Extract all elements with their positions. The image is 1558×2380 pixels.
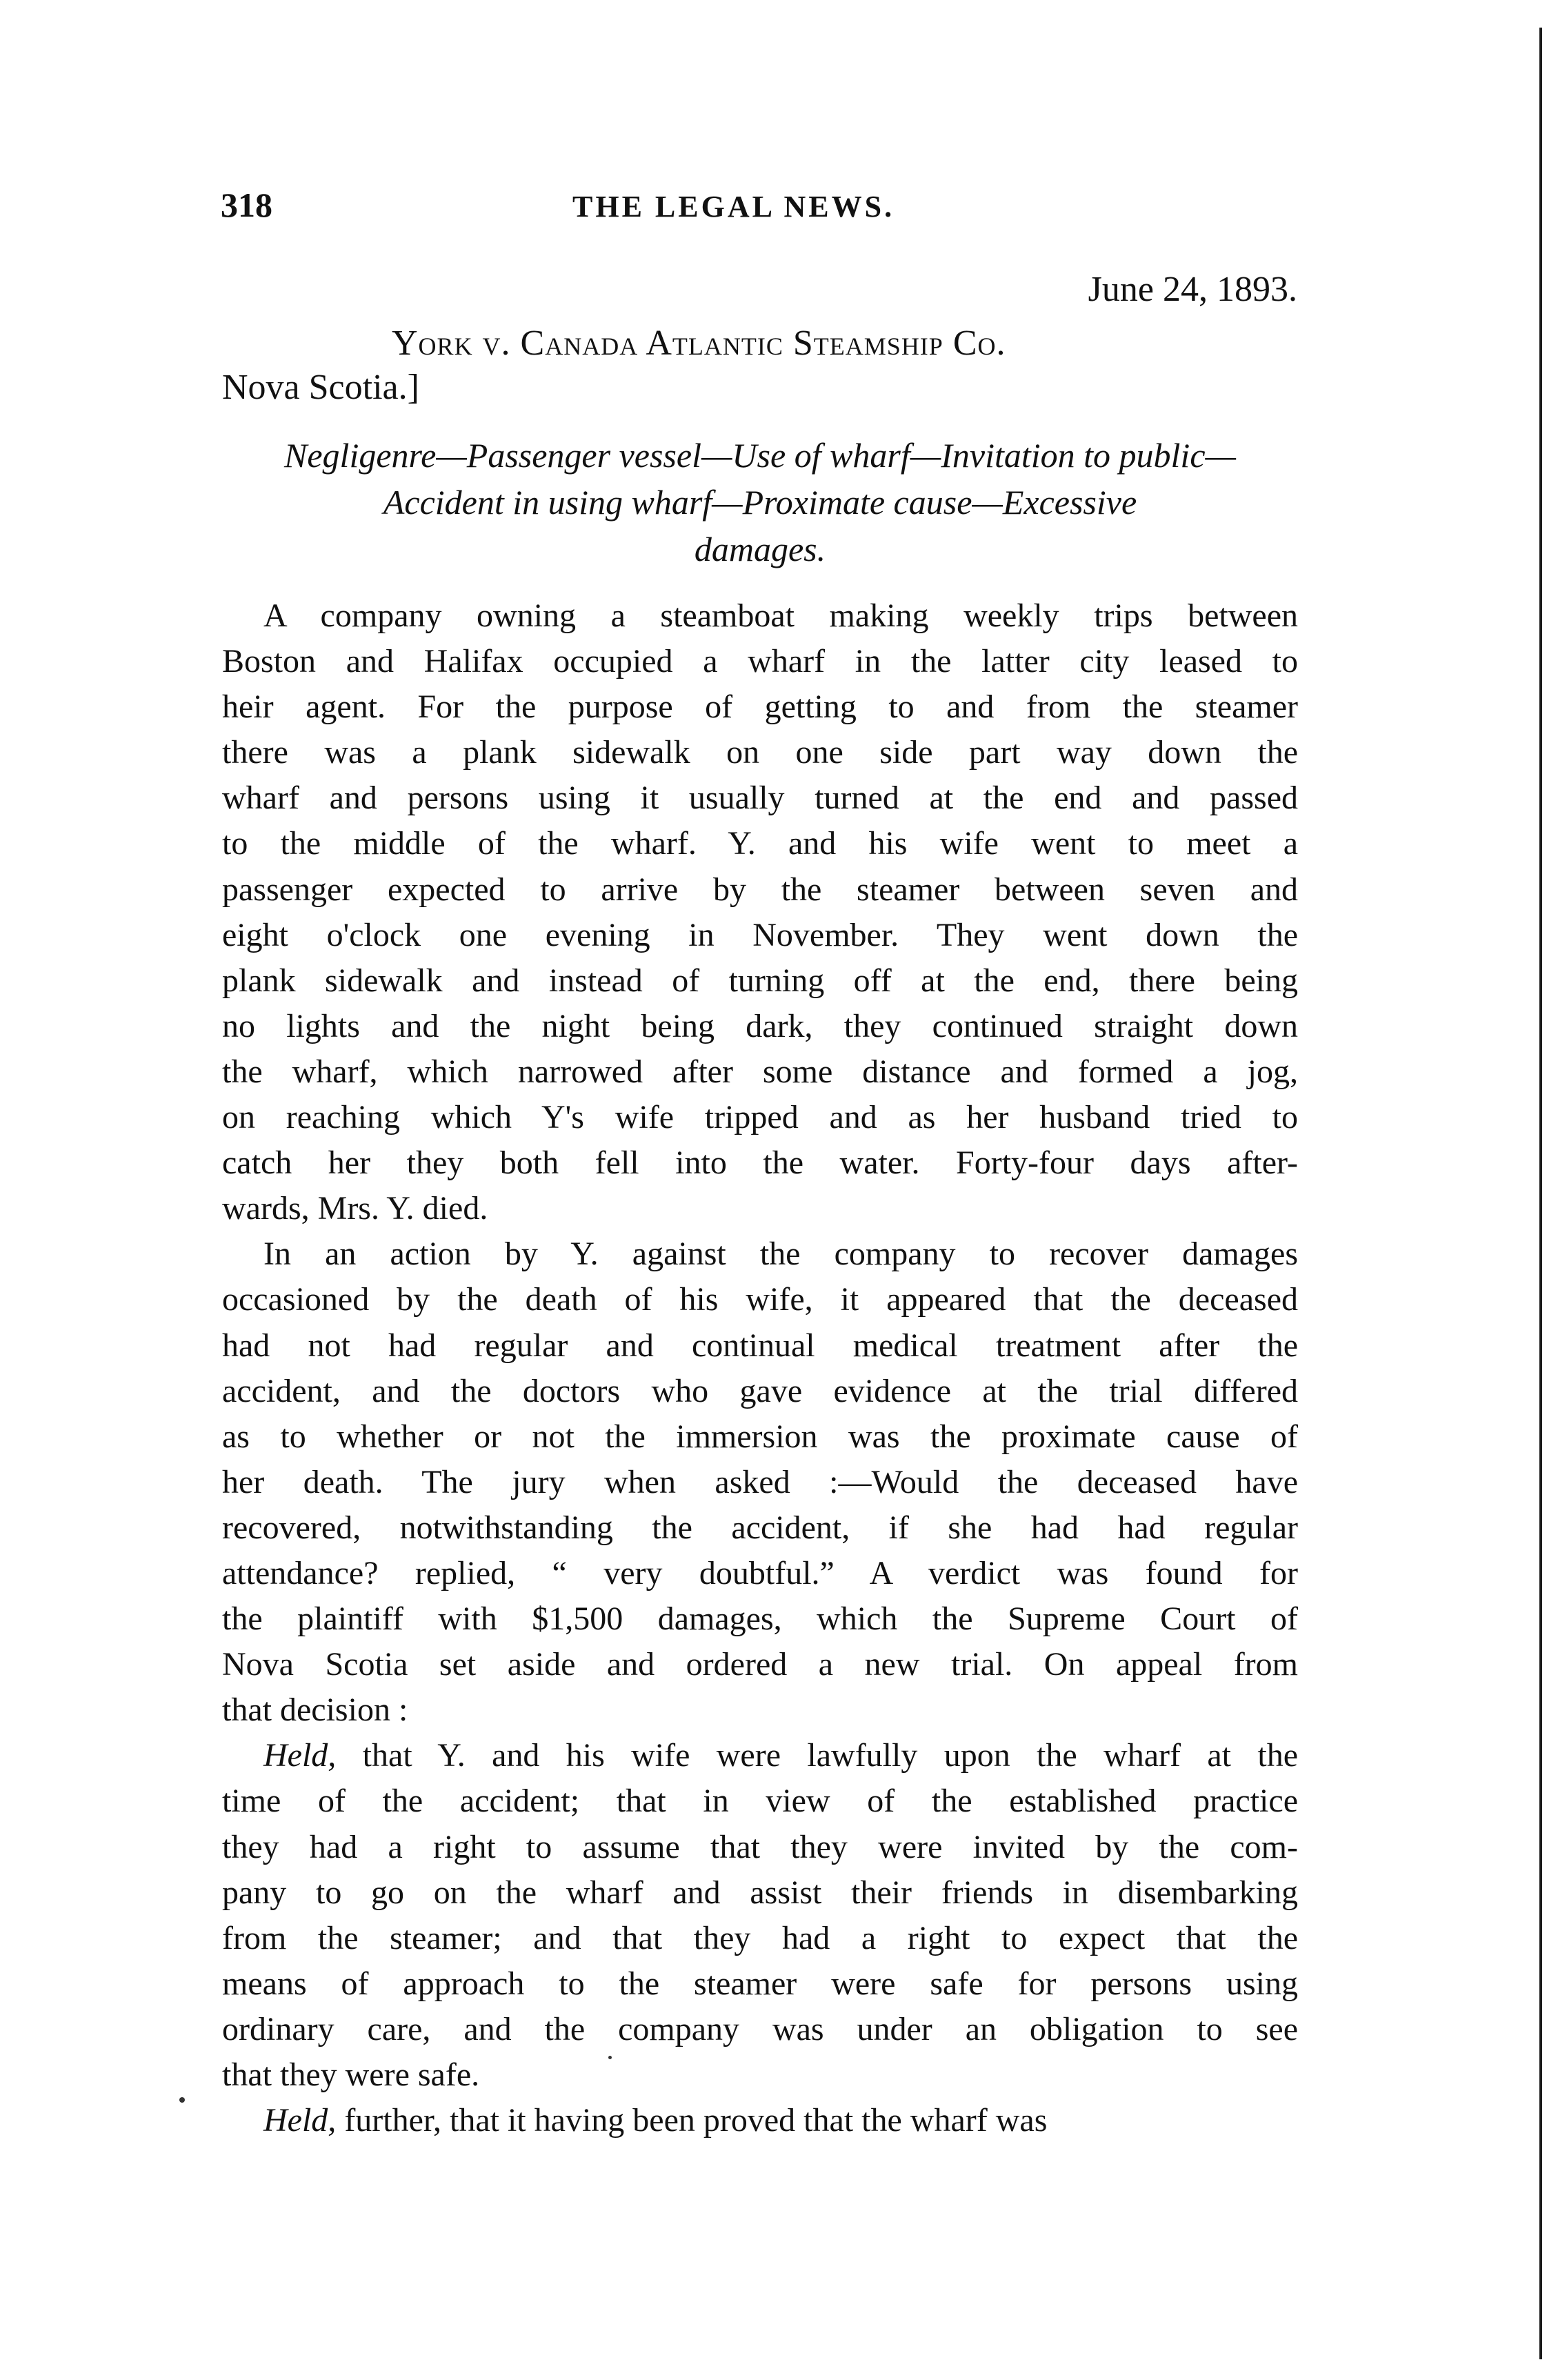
headnote-line: Accident in using wharf—Proximate cause—Excessive <box>383 483 1137 522</box>
text-line: to the middle of the wharf. Y. and his wife went to meet a <box>222 825 1298 862</box>
text-line: on reaching which Y's wife tripped and as her husband tried to <box>222 1099 1298 1136</box>
text-line: the wharf, which narrowed after some distance and formed a jog, <box>222 1053 1298 1090</box>
page-number: 318 <box>221 186 272 224</box>
text-line: ordinary care, and the company was under an obligation to see <box>222 2010 1298 2047</box>
text-line <box>222 1733 1298 1778</box>
text-line: passenger expected to arrive by the steamer between seven and <box>222 871 1298 908</box>
text-line: occasioned by the death of his wife, it appeared that the deceased <box>222 1281 1298 1318</box>
headnote-line: Negligenre—Passenger vessel—Use of wharf—Invitation to public— <box>284 436 1236 475</box>
running-head <box>221 185 1297 240</box>
headnote-line: damages. <box>694 530 826 568</box>
paragraph-action <box>222 1231 1298 1733</box>
body-text <box>222 593 1298 2143</box>
paragraph-held <box>222 1733 1298 2098</box>
text-line: had not had regular and continual medical treatment after the <box>222 1327 1298 1364</box>
text-line: there was a plank sidewalk on one side part way down the <box>222 734 1298 771</box>
text-line: her death. The jury when asked :—Would the deceased have <box>222 1463 1298 1500</box>
text-line: catch her they both fell into the water. Forty-four days after- <box>222 1144 1298 1182</box>
text-line: that decision : <box>222 1692 408 1729</box>
text-line: attendance? replied, “ very doubtful.” A verdict was found for <box>222 1554 1298 1591</box>
text-line: heir agent. For the purpose of getting to and from the steamer <box>222 688 1298 726</box>
paragraph-held-further <box>222 2098 1298 2143</box>
text-line: they had a right to assume that they were invited by the com- <box>222 1828 1298 1865</box>
held-label: Held, <box>263 2102 337 2139</box>
text-line: Boston and Halifax occupied a wharf in the latter city leased to <box>222 643 1298 680</box>
journal-title: THE LEGAL NEWS. <box>572 190 895 224</box>
scan-edge-line <box>1539 28 1542 2359</box>
text-line: no lights and the night being dark, they continued straight down <box>222 1007 1298 1044</box>
text-line: wharf and persons using it usually turned at the end and passed <box>222 780 1298 817</box>
text-line: A company owning a steamboat making weekly trips between <box>263 597 1298 634</box>
text-line: recovered, notwithstanding the accident, if she had had regular <box>222 1509 1298 1546</box>
text-line: as to whether or not the immersion was the proximate cause of <box>222 1418 1298 1455</box>
text-line: from the steamer; and that they had a right to expect that the <box>222 1919 1298 1956</box>
court-name: Nova Scotia.] <box>222 368 419 407</box>
text-line: accident, and the doctors who gave evidence at the trial differed <box>222 1372 1298 1409</box>
text-line: pany to go on the wharf and assist their friends in disembarking <box>222 1874 1298 1911</box>
scan-speck <box>608 2056 612 2059</box>
text-line: that they were safe. <box>222 2056 480 2093</box>
issue-date: June 24, 1893. <box>1088 270 1297 309</box>
case-title: York v. Canada Atlantic Steamship Co. <box>392 324 1006 363</box>
paragraph-facts <box>222 593 1298 1231</box>
text-line-content: that Y. and his wife were lawfully upon the wharf at the <box>336 1737 1298 1774</box>
headnote <box>222 432 1298 573</box>
text-line: plank sidewalk and instead of turning off at the end, there being <box>222 962 1298 999</box>
text-line: time of the accident; that in view of the established practice <box>222 1783 1298 1820</box>
text-line-content: further, that it having been proved that the wharf was <box>336 2102 1048 2139</box>
text-line: In an action by Y. against the company to recover damages <box>263 1236 1298 1273</box>
scan-speck <box>179 2097 185 2103</box>
text-line: Nova Scotia set aside and ordered a new trial. On appeal from <box>222 1646 1298 1683</box>
text-line <box>222 2098 1298 2143</box>
text-line: the plaintiff with $1,500 damages, which the Supreme Court of <box>222 1600 1298 1638</box>
text-line: wards, Mrs. Y. died. <box>222 1190 488 1227</box>
text-line: means of approach to the steamer were safe for persons using <box>222 1965 1298 2002</box>
held-label: Held, <box>263 1737 337 1774</box>
text-line: eight o'clock one evening in November. They went down the <box>222 916 1298 953</box>
